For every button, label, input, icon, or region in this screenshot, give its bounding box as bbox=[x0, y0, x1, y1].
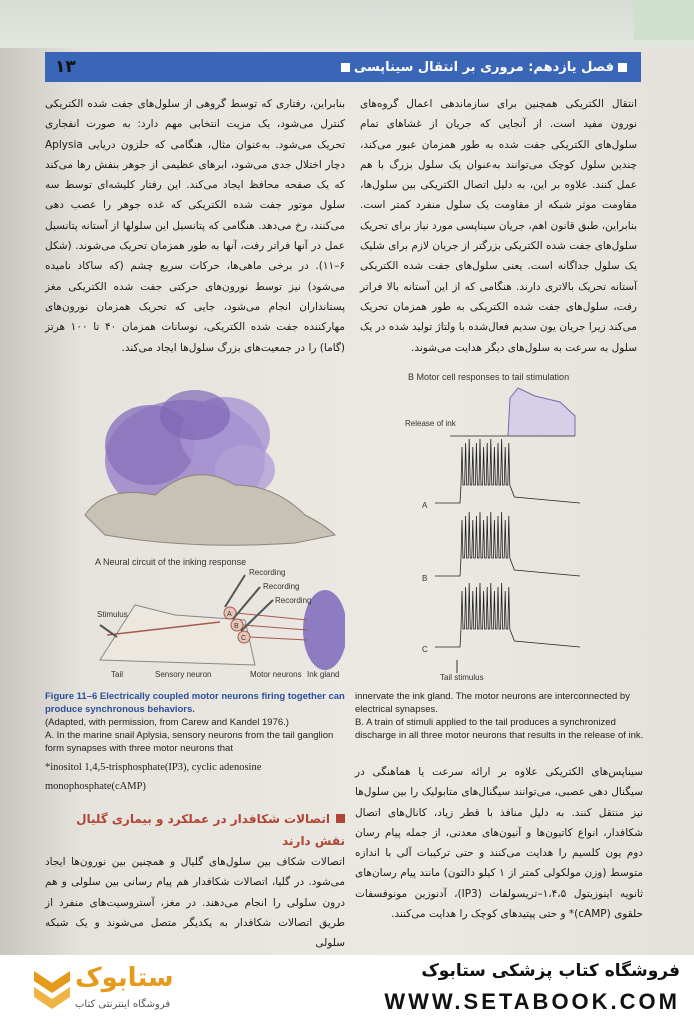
recording-label-1: Recording bbox=[249, 568, 286, 577]
ink-release-trace bbox=[450, 388, 575, 436]
motor-axon-c bbox=[250, 637, 307, 640]
node-label-b: B bbox=[234, 623, 239, 630]
spike-trace-c bbox=[435, 583, 580, 647]
section-heading: اتصالات شکافدار در عملکرد و بیماری گلیال نقش دارند bbox=[76, 812, 345, 848]
figure-aplysia-circuit bbox=[45, 375, 345, 683]
shop-url[interactable]: WWW.SETABOOK.COM bbox=[384, 989, 680, 1014]
right-column-paragraph: انتقال الکتریکی همچنین برای سازماندهی اعمال گروه‌های نورون مفید است. از آنجایی که جریان از غشاهای تمام سلول‌های الکتریکی جفت شده به طور همزمان عبور می‌کند، چندین سلول کوچک می‌توانند به‌عنوان یک سلول بزرگ با هم عمل کنند. علاوه بر این، به دلیل اتصال الکتریکی بین سلول‌ها، مقاومت موثر شبکه از مقاومت یک سلول منفرد کمتر است. بنابراین، طبق قانون اهم، جریان سیناپسی مورد نیاز برای تحریک سلول‌های جفت شده الکتریکی بزرگتر از جریان لازم برای شلیک یک سلول جداگانه است. یعنی سلول‌های جفت شده الکتریکی آستانه تحریک بالاتری دارند. هنگامی که از این آستانه بالا فراتر رفت، سلول‌های جفت شده الکتریکی به طور همزمان تحریک می‌کند زیرا جریان یون سدیم فعال‌شده با ولتاژ تولید شده در یک سلول به سرعت به سلول‌های دیگر هدایت می‌شوند. bbox=[360, 98, 637, 354]
node-label-a: A bbox=[227, 611, 232, 618]
left-column-paragraph-2: اتصالات شکاف بین سلول‌های گلیال و همچنین بین نورون‌ها ایجاد می‌شود. در گلیا، اتصالات شکافدار هم پیام رسانی بین سلولی و هم درون سلولی را انجام می‌دهند. در مغز، آستروسیت‌های منفرد از طریق اتصالات شکافدار به یکدیگر متصل می‌شوند و یک شبکه سلولی bbox=[45, 856, 345, 950]
node-label-c: C bbox=[241, 635, 247, 642]
stimulus-label: Stimulus bbox=[97, 610, 128, 619]
shop-name: فروشگاه کتاب پزشکی ستابوک bbox=[421, 961, 680, 981]
motor-axon-b bbox=[243, 625, 307, 630]
right-column-paragraph-2: سیناپس‌های الکتریکی علاوه بر ارائه سرعت یا هماهنگی در سیگنال دهی عصبی، می‌توانند سیگنال‌های متابولیک را بین سلول‌ها نیز منتقل کنند. به دلیل منافذ با قطر زیاد، کانال‌های اتصال شکافدار، انواع کاتیون‌ها و آنیون‌های معدنی، از جمله پیام رسان دوم یون کلسیم را هدایت می‌کنند و حتی ترکیبات آلی با اندازه متوسط (وزن مولکولی کمتر از ۱ کیلو دالتون) مانند پیام رسان‌های ثانویه اینوزیتول ۱،۴،۵–تریسولفات (IP3)، آدنوزین مونوفسفات حلقوی (cAMP)* و حتی پپتیدهای کوچک را هدایت می‌کنند. bbox=[355, 766, 644, 921]
recording-label-2: Recording bbox=[263, 582, 300, 591]
logo-subtitle: فروشگاه اینترنتی کتاب bbox=[75, 999, 171, 1010]
trace-label-b: B bbox=[422, 574, 428, 583]
recording-label-3: Recording bbox=[275, 596, 312, 605]
figure-caption-source: (Adapted, with permission, from Carew and Kandel 1976.) bbox=[45, 717, 289, 728]
page-number: ۱۳ bbox=[55, 57, 76, 77]
trace-label-c: C bbox=[422, 645, 428, 654]
chapter-title: فصل یازدهم: مروری بر انتقال سیناپسی bbox=[337, 60, 631, 75]
circuit-title: A Neural circuit of the inking response bbox=[95, 557, 247, 567]
chapter-header bbox=[45, 52, 641, 82]
figure-caption-part-a: A. In the marine snail Aplysia, sensory neurons from the tail ganglion form synapses with three motor neurons that bbox=[45, 730, 334, 754]
top-corner-tab bbox=[634, 0, 694, 40]
electrode-1 bbox=[225, 575, 245, 607]
figure-caption-title: Figure 11–6 Electrically coupled motor neurons firing together can produce synchronous behaviors. bbox=[45, 691, 345, 715]
logo-text: ستابوک bbox=[75, 963, 174, 993]
motor-neurons-label: Motor neurons bbox=[250, 670, 302, 679]
responses-title: B Motor cell responses to tail stimulation bbox=[408, 372, 570, 382]
tail-label: Tail bbox=[111, 670, 124, 679]
figure-caption-part-b: B. A train of stimuli applied to the tail produces a synchronized discharge in all three motor neurons that results in the release of ink. bbox=[355, 717, 644, 741]
spike-trace-b bbox=[435, 512, 580, 576]
release-ink-label: Release of ink bbox=[405, 419, 456, 428]
sensory-neuron-label: Sensory neuron bbox=[155, 670, 212, 679]
figure-caption-left bbox=[45, 690, 345, 755]
tail-stimulus-label: Tail stimulus bbox=[440, 673, 484, 680]
ink-gland-label: Ink gland bbox=[307, 670, 340, 679]
abbreviation-footnote: *inositol 1,4,5-trisphosphate(IP3), cyclic adenosine monophosphate(cAMP) bbox=[45, 762, 262, 792]
top-margin-strip bbox=[0, 0, 694, 48]
trace-label-a: A bbox=[422, 501, 428, 510]
motor-axon-a bbox=[236, 613, 307, 620]
left-column-paragraph: بنابراین، رفتاری که توسط گروهی از سلول‌های جفت شده الکتریکی کنترل می‌شود، یک مزیت انتخابی مهم دارد: به صورت انفجاری تحریک می‌شود. به‌عنوان مثال، هنگامی که حلزون دریایی Aplysia دچار اختلال جدی می‌شود، ابرهای عظیمی از جوهر بنفش رها می‌کند که یک صفحه محافظ ایجاد می‌کند. این رفتار کلیشه‌ای توسط سه سلول موتور جفت شده الکتریکی که غده جوهر را عصب دهی می‌کنند، رخ می‌دهد. هنگامی که پتانسیل این سلولها از آستانه پتانسیل عمل در آنها فراتر رفت، آنها به طور همزمان تحریک می‌شوند. (شکل ۶–۱۱). در برخی ماهی‌ها، حرکات سریع چشم (که ساکاد نامیده می‌شود) نیز توسط نورون‌های حرکتی جفت شده الکتریکی مغز پستانداران انجام می‌شود، جایی که تحریک همزمان نورون‌های مهارکننده جفت شده الکتریکی، نوسانات همزمان ۴۰ تا ۱۰۰ هرتز (گاما) را در جمعیت‌های بزرگ سلول‌ها ایجاد می‌کند. bbox=[45, 98, 346, 354]
spike-traces bbox=[435, 439, 580, 647]
figure-caption-continuation: innervate the ink gland. The motor neurons are interconnected by electrical synapses. bbox=[355, 691, 630, 715]
spike-trace-a bbox=[435, 439, 580, 503]
figure-caption-right bbox=[355, 690, 645, 742]
store-footer bbox=[0, 955, 694, 1024]
figure-motor-responses bbox=[360, 368, 645, 680]
store-logo bbox=[30, 963, 260, 1018]
logo-chevron-icon bbox=[30, 963, 74, 1013]
